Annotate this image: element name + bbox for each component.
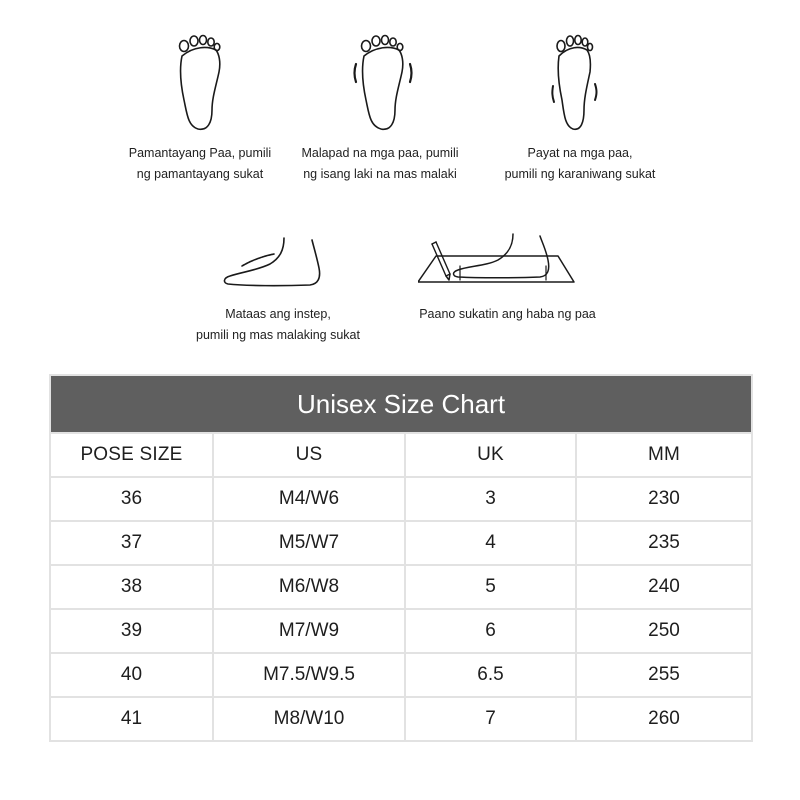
guide-caption-wide [285,143,475,185]
table-row [50,609,752,653]
narrow-foot-icon [545,34,605,134]
caption-line: Pamantayang Paa, pumili [128,146,272,160]
cell-uk: 7 [405,697,576,741]
table-header-row [50,433,752,477]
cell-us: M7.5/W9.5 [213,653,405,697]
cell-mm: 260 [576,697,752,741]
cell-us: M7/W9 [213,609,405,653]
cell-mm: 230 [576,477,752,521]
caption-line: pumili ng karaniwang sukat [504,167,656,181]
guide-caption-measure [400,304,615,325]
size-chart-title: Unisex Size Chart [50,375,752,433]
cell-pose-size: 39 [50,609,213,653]
guide-caption-high-instep [178,304,378,346]
column-header-mm: MM [576,433,752,477]
table-row [50,697,752,741]
cell-us: M4/W6 [213,477,405,521]
caption-line: Paano sukatin ang haba ng paa [419,307,596,321]
table-row [50,653,752,697]
wide-foot-icon [348,34,418,134]
column-header-uk: UK [405,433,576,477]
cell-uk: 3 [405,477,576,521]
cell-mm: 240 [576,565,752,609]
caption-line: Malapad na mga paa, pumili [301,146,459,160]
caption-line: ng isang laki na mas malaki [303,167,457,181]
caption-line: Mataas ang instep, [225,307,331,321]
cell-pose-size: 40 [50,653,213,697]
cell-pose-size: 41 [50,697,213,741]
column-header-pose-size: POSE SIZE [50,433,213,477]
cell-us: M8/W10 [213,697,405,741]
cell-pose-size: 37 [50,521,213,565]
cell-pose-size: 38 [50,565,213,609]
cell-uk: 4 [405,521,576,565]
cell-uk: 6 [405,609,576,653]
cell-us: M5/W7 [213,521,405,565]
caption-line: pumili ng mas malaking sukat [196,328,360,342]
cell-us: M6/W8 [213,565,405,609]
table-row [50,565,752,609]
guide-caption-narrow [480,143,680,185]
cell-mm: 235 [576,521,752,565]
caption-line: ng pamantayang sukat [136,167,264,181]
flat-foot-icon [170,34,230,134]
caption-line: Payat na mga paa, [527,146,633,160]
high-instep-foot-icon [222,236,327,292]
measure-foot-icon [418,230,578,288]
cell-uk: 6.5 [405,653,576,697]
column-header-us: US [213,433,405,477]
cell-uk: 5 [405,565,576,609]
cell-pose-size: 36 [50,477,213,521]
cell-mm: 250 [576,609,752,653]
table-row [50,477,752,521]
size-chart-table [49,374,753,742]
table-row [50,521,752,565]
guide-caption-standard [110,143,290,185]
cell-mm: 255 [576,653,752,697]
